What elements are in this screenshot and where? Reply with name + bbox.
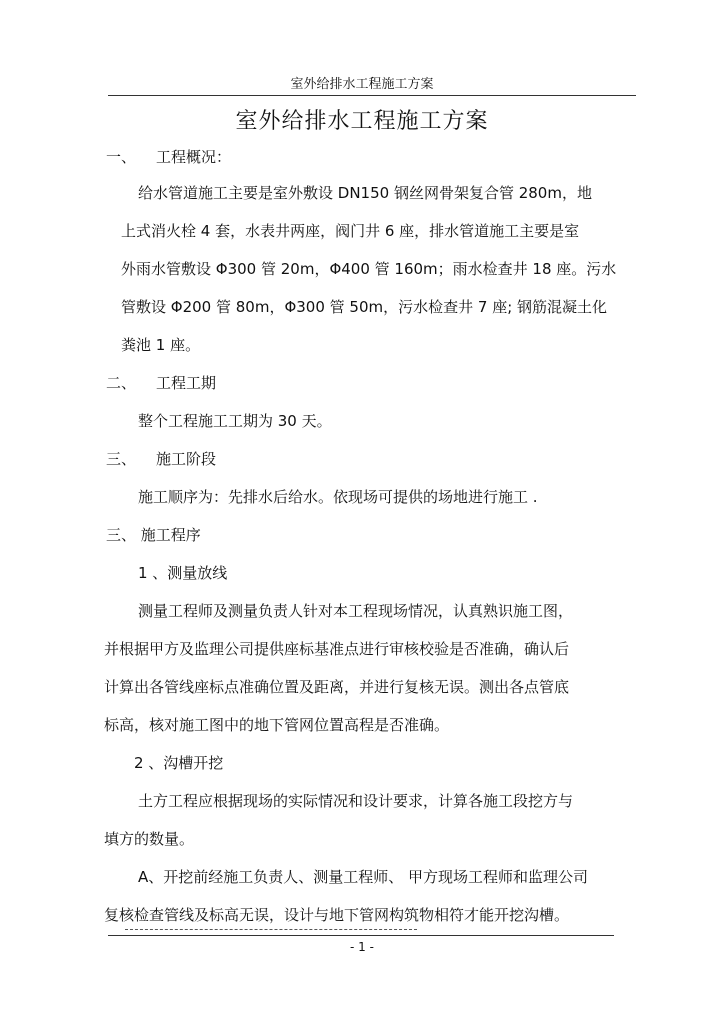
footer-dashed-rule xyxy=(125,929,417,930)
section-1-line: 外雨水管敷设 Φ300 管 20m，Φ400 管 160m；雨水检查井 18 座。污水 xyxy=(121,260,617,278)
subsection-1-line: 标高，核对施工图中的地下管网位置高程是否准确。 xyxy=(104,716,450,734)
subsection-2-line: A、开挖前经施工负责人、测量工程师、 甲方现场工程师和监理公司 xyxy=(138,868,589,886)
footer-rule xyxy=(108,935,614,936)
section-3-heading: 施工阶段 xyxy=(156,450,217,468)
process-heading: 三、 施工程序 xyxy=(106,526,201,544)
subsection-2-heading: 2 、沟槽开挖 xyxy=(134,754,224,772)
subsection-1-line: 并根据甲方及监理公司提供座标基准点进行审核校验是否准确，确认后 xyxy=(104,640,570,658)
document-title: 室外给排水工程施工方案 xyxy=(235,109,489,134)
section-2-heading: 工程工期 xyxy=(156,374,217,392)
header-rule xyxy=(108,95,636,96)
section-1-number: 一、 xyxy=(106,148,137,166)
section-1-line: 管敷设 Φ200 管 80m，Φ300 管 50m，污水检查井 7 座; 钢筋混凝土化 xyxy=(121,298,608,316)
subsection-1-line: 测量工程师及测量负责人针对本工程现场情况，认真熟识施工图， xyxy=(138,602,574,620)
section-2-number: 二、 xyxy=(106,374,137,392)
section-1-line: 粪池 1 座。 xyxy=(121,336,201,354)
subsection-2-line: 土方工程应根据现场的实际情况和设计要求，计算各施工段挖方与 xyxy=(138,792,574,810)
subsection-2-line: 填方的数量。 xyxy=(104,830,195,848)
section-1-heading: 工程概况： xyxy=(156,148,232,166)
subsection-2-line: 复核检查管线及标高无误，设计与地下管网构筑物相符才能开挖沟槽。 xyxy=(104,906,570,924)
subsection-1-heading: 1 、测量放线 xyxy=(138,564,228,582)
section-2-line: 整个工程施工工期为 30 天。 xyxy=(138,412,332,430)
section-3-number: 三、 xyxy=(106,450,137,468)
section-1-line: 给水管道施工主要是室外敷设 DN150 钢丝网骨架复合管 280m，地 xyxy=(138,184,592,202)
section-3-line: 施工顺序为：先排水后给水。依现场可提供的场地进行施工 . xyxy=(138,488,538,506)
subsection-1-line: 计算出各管线座标点准确位置及距离，并进行复核无误。测出各点管底 xyxy=(104,678,570,696)
page-header: 室外给排水工程施工方案 xyxy=(290,77,434,92)
page-number: - 1 - xyxy=(350,940,374,954)
section-1-line: 上式消火栓 4 套，水表井两座，阀门井 6 座，排水管道施工主要是室 xyxy=(121,222,580,240)
